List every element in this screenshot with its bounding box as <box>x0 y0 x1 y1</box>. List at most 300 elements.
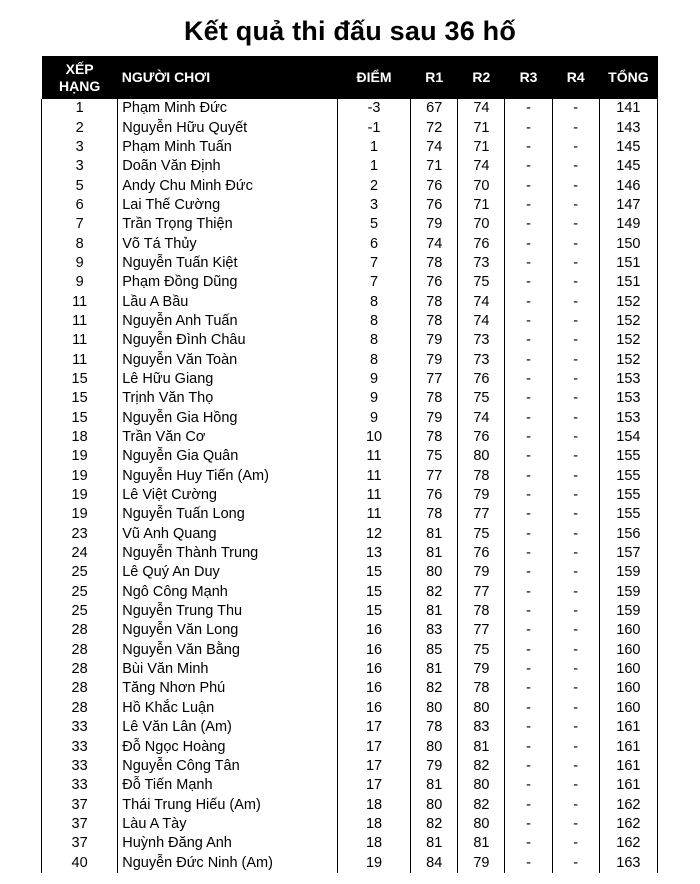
r2-cell: 83 <box>458 718 505 737</box>
total-cell: 155 <box>599 447 657 466</box>
rank-cell: 19 <box>42 447 118 466</box>
r3-cell: - <box>505 853 552 872</box>
player-cell: Bùi Văn Minh <box>118 660 338 679</box>
r1-cell: 79 <box>411 215 458 234</box>
rank-cell: 15 <box>42 409 118 428</box>
r1-cell: 81 <box>411 544 458 563</box>
table-row <box>42 641 658 660</box>
total-cell: 145 <box>599 157 657 176</box>
total-cell: 160 <box>599 679 657 698</box>
table-row <box>42 350 658 369</box>
r2-cell: 78 <box>458 602 505 621</box>
player-cell: Nguyễn Gia Quân <box>118 447 338 466</box>
player-cell: Nguyễn Tuấn Long <box>118 505 338 524</box>
total-cell: 154 <box>599 428 657 447</box>
r1-cell: 81 <box>411 602 458 621</box>
player-cell: Lê Văn Lân (Am) <box>118 718 338 737</box>
rank-cell: 18 <box>42 428 118 447</box>
table-row <box>42 834 658 853</box>
points-cell: 9 <box>337 389 410 408</box>
r1-cell: 78 <box>411 254 458 273</box>
rank-cell: 37 <box>42 834 118 853</box>
player-cell: Nguyễn Huy Tiến (Am) <box>118 467 338 486</box>
r1-cell: 82 <box>411 679 458 698</box>
r1-cell: 77 <box>411 370 458 389</box>
player-cell: Phạm Minh Tuấn <box>118 138 338 157</box>
total-cell: 152 <box>599 331 657 350</box>
rank-cell: 28 <box>42 679 118 698</box>
total-cell: 155 <box>599 467 657 486</box>
r4-cell: - <box>552 234 599 253</box>
r4-cell: - <box>552 138 599 157</box>
table-row <box>42 757 658 776</box>
r4-cell: - <box>552 428 599 447</box>
total-cell: 149 <box>599 215 657 234</box>
r3-cell: - <box>505 718 552 737</box>
points-cell: 18 <box>337 795 410 814</box>
r3-cell: - <box>505 621 552 640</box>
player-cell: Nguyễn Thành Trung <box>118 544 338 563</box>
total-cell: 153 <box>599 370 657 389</box>
r2-cell: 81 <box>458 737 505 756</box>
table-row <box>42 737 658 756</box>
r1-cell: 85 <box>411 641 458 660</box>
rank-cell: 37 <box>42 815 118 834</box>
player-cell: Ngô Công Mạnh <box>118 583 338 602</box>
r4-cell: - <box>552 737 599 756</box>
points-cell: 12 <box>337 525 410 544</box>
points-cell: 17 <box>337 718 410 737</box>
total-cell: 152 <box>599 312 657 331</box>
rank-cell: 15 <box>42 370 118 389</box>
points-cell: 16 <box>337 679 410 698</box>
player-cell: Lai Thế Cường <box>118 196 338 215</box>
table-row <box>42 157 658 176</box>
results-table-container <box>41 56 658 873</box>
rank-cell: 11 <box>42 331 118 350</box>
player-cell: Nguyễn Anh Tuấn <box>118 312 338 331</box>
total-cell: 162 <box>599 834 657 853</box>
r2-cell: 77 <box>458 621 505 640</box>
r2-cell: 80 <box>458 699 505 718</box>
total-cell: 159 <box>599 602 657 621</box>
page-title: Kết quả thi đấu sau 36 hố <box>183 16 517 46</box>
points-cell: 8 <box>337 350 410 369</box>
r1-cell: 82 <box>411 815 458 834</box>
r4-cell: - <box>552 641 599 660</box>
total-cell: 155 <box>599 505 657 524</box>
r2-cell: 80 <box>458 815 505 834</box>
points-cell: 16 <box>337 641 410 660</box>
total-cell: 159 <box>599 583 657 602</box>
total-cell: 160 <box>599 699 657 718</box>
r4-cell: - <box>552 505 599 524</box>
points-cell: 11 <box>337 467 410 486</box>
r3-cell: - <box>505 350 552 369</box>
r4-cell: - <box>552 292 599 311</box>
results-table <box>41 56 658 873</box>
table-row <box>42 505 658 524</box>
r2-cell: 75 <box>458 525 505 544</box>
r2-cell: 71 <box>458 138 505 157</box>
total-cell: 150 <box>599 234 657 253</box>
r2-cell: 77 <box>458 505 505 524</box>
r3-cell: - <box>505 138 552 157</box>
r3-cell: - <box>505 389 552 408</box>
rank-cell: 25 <box>42 563 118 582</box>
player-cell: Lầu A Bầu <box>118 292 338 311</box>
points-cell: -3 <box>337 99 410 118</box>
player-cell: Hồ Khắc Luận <box>118 699 338 718</box>
player-cell: Doãn Văn Định <box>118 157 338 176</box>
rank-cell: 9 <box>42 273 118 292</box>
points-cell: 6 <box>337 234 410 253</box>
total-cell: 160 <box>599 641 657 660</box>
r1-cell: 77 <box>411 467 458 486</box>
total-cell: 152 <box>599 350 657 369</box>
table-row <box>42 563 658 582</box>
total-cell: 153 <box>599 389 657 408</box>
rank-cell: 23 <box>42 525 118 544</box>
player-cell: Trần Văn Cơ <box>118 428 338 447</box>
points-cell: 1 <box>337 138 410 157</box>
total-cell: 159 <box>599 563 657 582</box>
r2-cell: 71 <box>458 196 505 215</box>
r4-cell: - <box>552 196 599 215</box>
r3-cell: - <box>505 699 552 718</box>
r2-cell: 79 <box>458 853 505 872</box>
points-cell: 10 <box>337 428 410 447</box>
r1-cell: 76 <box>411 196 458 215</box>
r2-cell: 75 <box>458 641 505 660</box>
r2-cell: 76 <box>458 234 505 253</box>
r3-cell: - <box>505 544 552 563</box>
points-cell: 13 <box>337 544 410 563</box>
r3-cell: - <box>505 428 552 447</box>
r1-cell: 78 <box>411 505 458 524</box>
header-r4: R4 <box>566 69 585 85</box>
r4-cell: - <box>552 389 599 408</box>
table-row <box>42 699 658 718</box>
points-cell: 15 <box>337 583 410 602</box>
table-row <box>42 370 658 389</box>
player-cell: Nguyễn Đình Châu <box>118 331 338 350</box>
total-cell: 161 <box>599 737 657 756</box>
header-total: TỔNG <box>608 69 649 85</box>
r1-cell: 79 <box>411 409 458 428</box>
player-cell: Võ Tá Thủy <box>118 234 338 253</box>
total-cell: 160 <box>599 660 657 679</box>
total-cell: 143 <box>599 118 657 137</box>
r4-cell: - <box>552 776 599 795</box>
player-cell: Nguyễn Công Tân <box>118 757 338 776</box>
table-row <box>42 815 658 834</box>
r2-cell: 80 <box>458 776 505 795</box>
total-cell: 157 <box>599 544 657 563</box>
r3-cell: - <box>505 602 552 621</box>
table-row <box>42 486 658 505</box>
r3-cell: - <box>505 409 552 428</box>
table-row <box>42 409 658 428</box>
r4-cell: - <box>552 563 599 582</box>
points-cell: 5 <box>337 215 410 234</box>
r3-cell: - <box>505 737 552 756</box>
rank-cell: 33 <box>42 737 118 756</box>
points-cell: 7 <box>337 254 410 273</box>
r4-cell: - <box>552 486 599 505</box>
rank-cell: 24 <box>42 544 118 563</box>
points-cell: 3 <box>337 196 410 215</box>
rank-cell: 28 <box>42 660 118 679</box>
header-row <box>42 56 658 99</box>
rank-cell: 2 <box>42 118 118 137</box>
r4-cell: - <box>552 602 599 621</box>
total-cell: 162 <box>599 795 657 814</box>
table-row <box>42 312 658 331</box>
r3-cell: - <box>505 795 552 814</box>
r4-cell: - <box>552 757 599 776</box>
player-cell: Phạm Minh Đức <box>118 99 338 118</box>
r2-cell: 73 <box>458 254 505 273</box>
r3-cell: - <box>505 525 552 544</box>
r3-cell: - <box>505 176 552 195</box>
rank-cell: 40 <box>42 853 118 872</box>
points-cell: 18 <box>337 815 410 834</box>
player-cell: Trần Trọng Thiện <box>118 215 338 234</box>
player-cell: Đỗ Ngọc Hoàng <box>118 737 338 756</box>
r2-cell: 75 <box>458 389 505 408</box>
r1-cell: 78 <box>411 292 458 311</box>
r2-cell: 78 <box>458 679 505 698</box>
table-row <box>42 467 658 486</box>
total-cell: 146 <box>599 176 657 195</box>
r4-cell: - <box>552 350 599 369</box>
r2-cell: 81 <box>458 834 505 853</box>
total-cell: 147 <box>599 196 657 215</box>
r2-cell: 76 <box>458 544 505 563</box>
table-row <box>42 138 658 157</box>
table-row <box>42 602 658 621</box>
player-cell: Nguyễn Tuấn Kiệt <box>118 254 338 273</box>
points-cell: 16 <box>337 621 410 640</box>
r2-cell: 79 <box>458 563 505 582</box>
player-cell: Tăng Nhơn Phú <box>118 679 338 698</box>
r4-cell: - <box>552 467 599 486</box>
r2-cell: 82 <box>458 795 505 814</box>
total-cell: 160 <box>599 621 657 640</box>
total-cell: 153 <box>599 409 657 428</box>
points-cell: 11 <box>337 447 410 466</box>
total-cell: 155 <box>599 486 657 505</box>
points-cell: 7 <box>337 273 410 292</box>
rank-cell: 11 <box>42 350 118 369</box>
points-cell: 8 <box>337 292 410 311</box>
rank-cell: 1 <box>42 99 118 118</box>
r4-cell: - <box>552 409 599 428</box>
header-player: NGƯỜI CHƠI <box>121 69 211 85</box>
r1-cell: 78 <box>411 389 458 408</box>
r1-cell: 78 <box>411 312 458 331</box>
r3-cell: - <box>505 312 552 331</box>
r3-cell: - <box>505 660 552 679</box>
r2-cell: 74 <box>458 292 505 311</box>
r3-cell: - <box>505 486 552 505</box>
points-cell: 8 <box>337 312 410 331</box>
rank-cell: 19 <box>42 467 118 486</box>
points-cell: 17 <box>337 776 410 795</box>
points-cell: 17 <box>337 757 410 776</box>
r4-cell: - <box>552 312 599 331</box>
player-cell: Nguyễn Văn Toàn <box>118 350 338 369</box>
r1-cell: 79 <box>411 350 458 369</box>
table-row <box>42 254 658 273</box>
player-cell: Nguyễn Văn Long <box>118 621 338 640</box>
total-cell: 161 <box>599 757 657 776</box>
table-header <box>42 56 658 99</box>
points-cell: 1 <box>337 157 410 176</box>
r3-cell: - <box>505 254 552 273</box>
r3-cell: - <box>505 157 552 176</box>
r4-cell: - <box>552 853 599 872</box>
total-cell: 161 <box>599 776 657 795</box>
r2-cell: 71 <box>458 118 505 137</box>
r1-cell: 80 <box>411 737 458 756</box>
r4-cell: - <box>552 447 599 466</box>
r3-cell: - <box>505 776 552 795</box>
points-cell: 16 <box>337 660 410 679</box>
r3-cell: - <box>505 834 552 853</box>
r2-cell: 77 <box>458 583 505 602</box>
r3-cell: - <box>505 641 552 660</box>
r2-cell: 74 <box>458 409 505 428</box>
r3-cell: - <box>505 815 552 834</box>
r2-cell: 73 <box>458 350 505 369</box>
r3-cell: - <box>505 447 552 466</box>
table-row <box>42 331 658 350</box>
table-row <box>42 525 658 544</box>
rank-cell: 11 <box>42 292 118 311</box>
r1-cell: 76 <box>411 486 458 505</box>
rank-cell: 33 <box>42 776 118 795</box>
total-cell: 141 <box>599 99 657 118</box>
rank-cell: 6 <box>42 196 118 215</box>
r4-cell: - <box>552 718 599 737</box>
player-cell: Lê Việt Cường <box>118 486 338 505</box>
rank-cell: 8 <box>42 234 118 253</box>
rank-cell: 25 <box>42 602 118 621</box>
r3-cell: - <box>505 273 552 292</box>
r4-cell: - <box>552 815 599 834</box>
player-cell: Làu A Tày <box>118 815 338 834</box>
header-r1: R1 <box>425 69 444 85</box>
r1-cell: 79 <box>411 757 458 776</box>
total-cell: 156 <box>599 525 657 544</box>
player-cell: Lê Hữu Giang <box>118 370 338 389</box>
r4-cell: - <box>552 583 599 602</box>
rank-cell: 25 <box>42 583 118 602</box>
player-cell: Nguyễn Hữu Quyết <box>118 118 338 137</box>
rank-cell: 33 <box>42 757 118 776</box>
r1-cell: 67 <box>411 99 458 118</box>
total-cell: 151 <box>599 273 657 292</box>
r2-cell: 79 <box>458 486 505 505</box>
r3-cell: - <box>505 757 552 776</box>
total-cell: 163 <box>599 853 657 872</box>
table-row <box>42 660 658 679</box>
rank-cell: 28 <box>42 699 118 718</box>
r1-cell: 76 <box>411 176 458 195</box>
table-row <box>42 99 658 118</box>
total-cell: 145 <box>599 138 657 157</box>
player-cell: Andy Chu Minh Đức <box>118 176 338 195</box>
points-cell: 11 <box>337 505 410 524</box>
rank-cell: 33 <box>42 718 118 737</box>
rank-cell: 28 <box>42 641 118 660</box>
r1-cell: 82 <box>411 583 458 602</box>
table-row <box>42 853 658 872</box>
points-cell: 17 <box>337 737 410 756</box>
r2-cell: 70 <box>458 215 505 234</box>
r4-cell: - <box>552 795 599 814</box>
rank-cell: 9 <box>42 254 118 273</box>
rank-cell: 7 <box>42 215 118 234</box>
player-cell: Nguyễn Văn Bằng <box>118 641 338 660</box>
r1-cell: 84 <box>411 853 458 872</box>
total-cell: 152 <box>599 292 657 311</box>
r2-cell: 79 <box>458 660 505 679</box>
points-cell: 9 <box>337 370 410 389</box>
rank-cell: 37 <box>42 795 118 814</box>
player-cell: Nguyễn Gia Hồng <box>118 409 338 428</box>
rank-cell: 11 <box>42 312 118 331</box>
r1-cell: 80 <box>411 563 458 582</box>
r4-cell: - <box>552 118 599 137</box>
player-cell: Đỗ Tiến Mạnh <box>118 776 338 795</box>
header-points: ĐIỂM <box>356 69 392 85</box>
table-row <box>42 776 658 795</box>
r3-cell: - <box>505 563 552 582</box>
player-cell: Thái Trung Hiếu (Am) <box>118 795 338 814</box>
r4-cell: - <box>552 834 599 853</box>
points-cell: 8 <box>337 331 410 350</box>
player-cell: Phạm Đồng Dũng <box>118 273 338 292</box>
r2-cell: 74 <box>458 312 505 331</box>
table-body <box>42 99 658 873</box>
r1-cell: 81 <box>411 834 458 853</box>
table-row <box>42 273 658 292</box>
table-row <box>42 718 658 737</box>
r1-cell: 71 <box>411 157 458 176</box>
player-cell: Nguyễn Đức Ninh (Am) <box>118 853 338 872</box>
header-r3: R3 <box>519 69 538 85</box>
r4-cell: - <box>552 621 599 640</box>
r2-cell: 74 <box>458 157 505 176</box>
table-row <box>42 583 658 602</box>
r4-cell: - <box>552 215 599 234</box>
points-cell: 11 <box>337 486 410 505</box>
rank-cell: 5 <box>42 176 118 195</box>
r3-cell: - <box>505 679 552 698</box>
player-cell: Nguyễn Trung Thu <box>118 602 338 621</box>
r2-cell: 70 <box>458 176 505 195</box>
table-row <box>42 795 658 814</box>
r1-cell: 75 <box>411 447 458 466</box>
r1-cell: 81 <box>411 660 458 679</box>
r2-cell: 80 <box>458 447 505 466</box>
table-row <box>42 118 658 137</box>
table-row <box>42 621 658 640</box>
points-cell: 16 <box>337 699 410 718</box>
